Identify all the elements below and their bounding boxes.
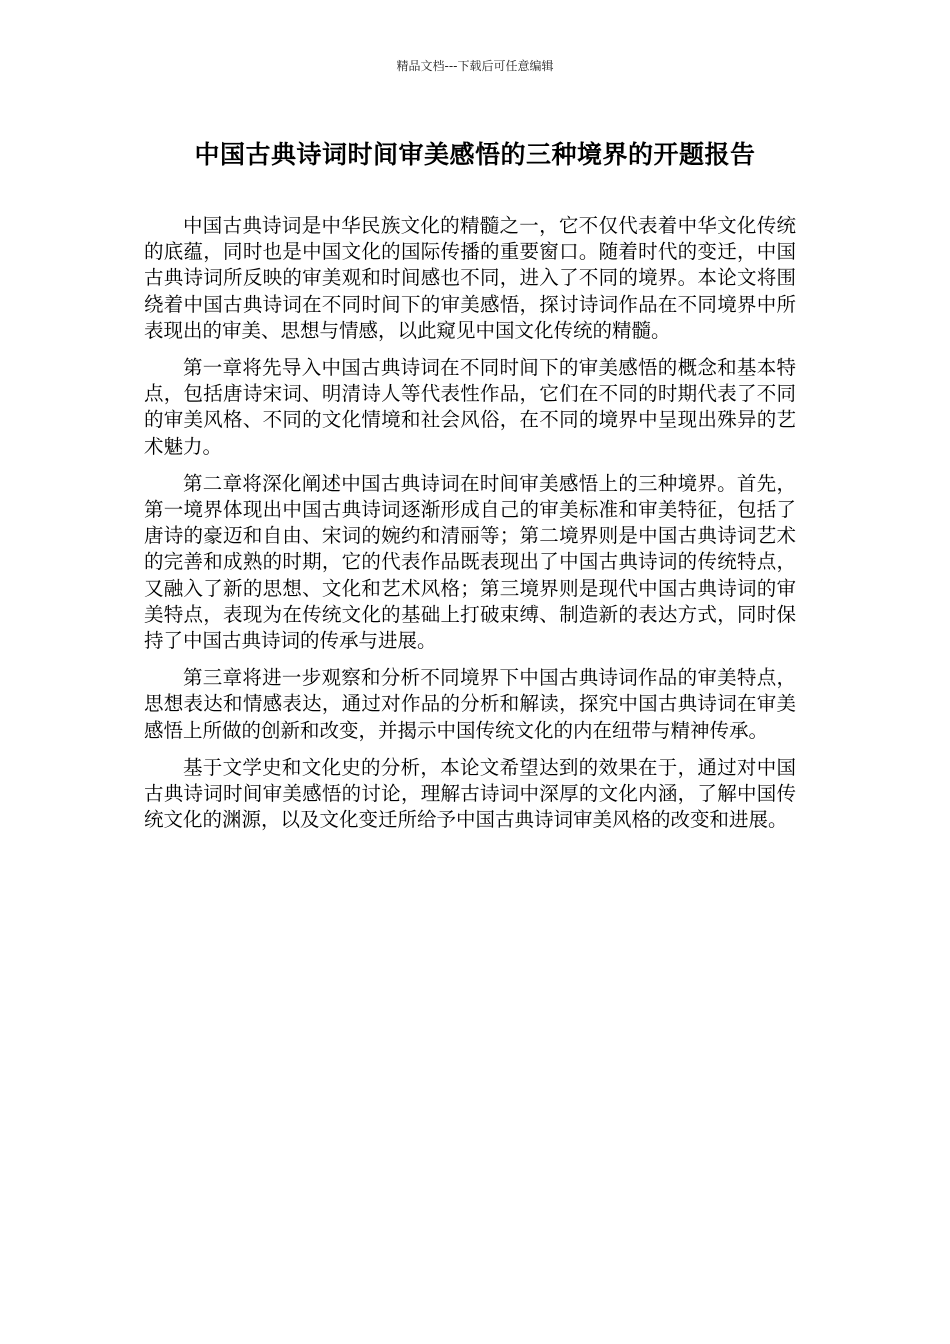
document-title: 中国古典诗词时间审美感悟的三种境界的开题报告 [194, 140, 756, 169]
paragraph-chapter-3: 第三章将进一步观察和分析不同境界下中国古典诗词作品的审美特点，思想表达和情感表达，通过对作品的分析和解读，探究中国古典诗词在审美感悟上所做的创新和改变，并揭示中国传统文化的内在纽带与精神传承。 [144, 666, 796, 742]
paragraph-chapter-2: 第二章将深化阐述中国古典诗词在时间审美感悟上的三种境界。首先，第一境界体现出中国古典诗词逐渐形成自己的审美标准和审美特征，包括了唐诗的豪迈和自由、宋词的婉约和清丽等；第二境界则是中国古典诗词艺术的完善和成熟的时期，它的代表作品既表现出了中国古典诗词的传统特点，又融入了新的思想、文化和艺术风格；第三境界则是现代中国古典诗词的审美特点，表现为在传统文化的基础上打破束缚、制造新的表达方式，同时保持了中国古典诗词的传承与进展。 [144, 471, 796, 653]
paragraph-chapter-1: 第一章将先导入中国古典诗词在不同时间下的审美感悟的概念和基本特点，包括唐诗宋词、明清诗人等代表性作品，它们在不同的时期代表了不同的审美风格、不同的文化情境和社会风俗，在不同的境界中呈现出殊异的艺术魅力。 [144, 356, 796, 458]
paragraph-intro: 中国古典诗词是中华民族文化的精髓之一，它不仅代表着中华文化传统的底蕴，同时也是中国文化的国际传播的重要窗口。随着时代的变迁，中国古典诗词所反映的审美观和时间感也不同，进入了不同的境界。本论文将围绕着中国古典诗词在不同时间下的审美感悟，探讨诗词作品在不同境界中所表现出的审美、思想与情感，以此窥见中国文化传统的精髓。 [144, 214, 796, 342]
document-body [144, 213, 796, 844]
header-note: 精品文档---下载后可任意编辑 [396, 59, 554, 73]
paragraph-conclusion: 基于文学史和文化史的分析，本论文希望达到的效果在于，通过对中国古典诗词时间审美感悟的讨论，理解古诗词中深厚的文化内涵，了解中国传统文化的渊源，以及文化变迁所给予中国古典诗词审美风格的改变和进展。 [144, 755, 796, 832]
